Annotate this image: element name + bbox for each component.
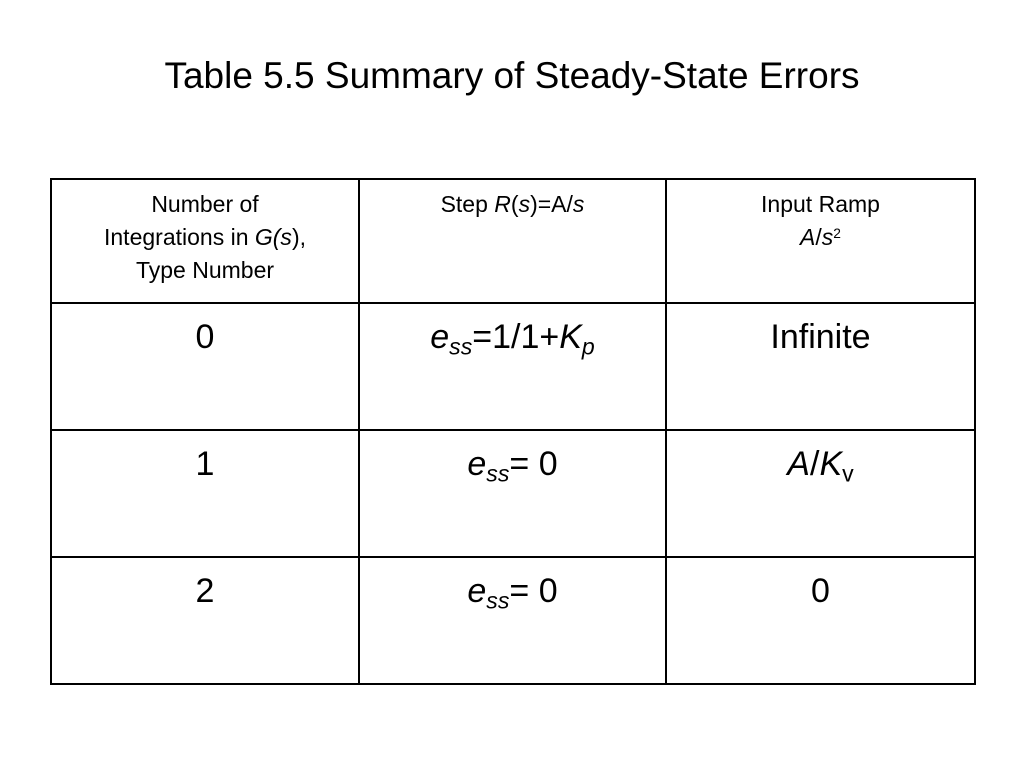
error-symbol: e	[467, 572, 487, 610]
error-symbol: e	[467, 445, 487, 483]
ramp-error-cell: 0	[666, 557, 975, 684]
step-error-cell	[359, 557, 666, 684]
expression: = 0	[509, 445, 558, 483]
amplitude-symbol: A	[787, 445, 810, 483]
table-row	[51, 430, 975, 557]
steady-state-error-table	[50, 178, 976, 685]
expression: =1/1+	[472, 318, 560, 356]
header-cell-ramp-input	[666, 179, 975, 303]
type-number-cell: 2	[51, 557, 359, 684]
step-error-cell	[359, 430, 666, 557]
type-number-cell: 1	[51, 430, 359, 557]
header-text: Integrations in	[104, 224, 255, 250]
gain-symbol: K	[559, 318, 582, 356]
header-text: Number of	[151, 191, 259, 217]
header-text: s	[821, 224, 834, 250]
table-row	[51, 557, 975, 684]
error-symbol: e	[430, 318, 450, 356]
header-text: s	[572, 191, 585, 217]
expression: /	[809, 445, 820, 483]
subscript: ss	[449, 333, 473, 360]
step-error-cell	[359, 303, 666, 430]
header-text: s	[518, 191, 531, 217]
table-row	[51, 303, 975, 430]
header-text: Input Ramp	[761, 191, 880, 217]
subscript: p	[581, 333, 595, 360]
subscript: v	[842, 460, 854, 487]
header-text: )=A/	[530, 191, 573, 217]
header-text: A	[800, 224, 816, 250]
subscript: ss	[486, 460, 510, 487]
header-text: G(s	[254, 224, 292, 250]
header-cell-type-number	[51, 179, 359, 303]
header-text: /	[815, 224, 822, 250]
ramp-error-cell: Infinite	[666, 303, 975, 430]
header-text: (	[510, 191, 519, 217]
table-header-row	[51, 179, 975, 303]
exponent: 2	[833, 226, 841, 242]
gain-symbol: K	[819, 445, 843, 483]
expression: = 0	[509, 572, 558, 610]
header-text: Type Number	[135, 257, 275, 283]
header-text: R	[494, 191, 511, 217]
page-title: Table 5.5 Summary of Steady-State Errors	[164, 55, 860, 96]
subscript: ss	[486, 587, 510, 614]
type-number-cell: 0	[51, 303, 359, 430]
header-text: Step	[440, 191, 495, 217]
header-cell-step-input	[359, 179, 666, 303]
header-text: ),	[291, 224, 306, 250]
ramp-error-cell	[666, 430, 975, 557]
